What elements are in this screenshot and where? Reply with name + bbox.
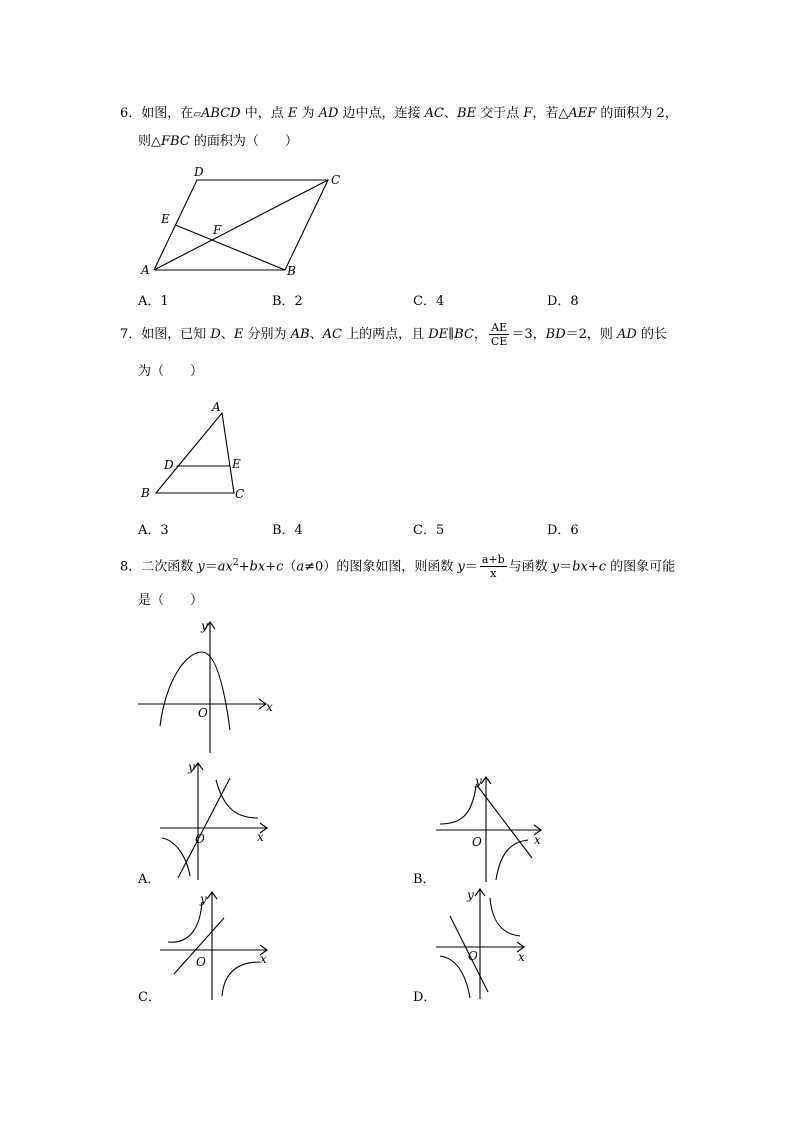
y-label: y bbox=[200, 892, 207, 906]
hyperbola-branch-q2 bbox=[440, 786, 476, 824]
line-graph bbox=[476, 784, 532, 858]
x-label: x bbox=[518, 950, 525, 964]
q7-option-a[interactable]: A．3 bbox=[138, 523, 169, 538]
label-c: C bbox=[235, 487, 245, 501]
q8-graph-d[interactable] bbox=[436, 886, 536, 1001]
origin-label: O bbox=[468, 949, 478, 963]
q6-option-b[interactable]: B．2 bbox=[272, 294, 303, 309]
q6-line1: 6．如图，在▱ABCD 中，点 E 为 AD 边中点，连接 AC、BE 交于点 F，若△AEF 的面积为 2， bbox=[120, 106, 678, 121]
hyperbola-branch-q1 bbox=[490, 898, 520, 936]
q6-option-d[interactable]: D．8 bbox=[547, 294, 579, 309]
origin-label: O bbox=[195, 832, 205, 846]
hyperbola-branch-q2 bbox=[168, 902, 202, 942]
label-c: C bbox=[331, 173, 341, 187]
q6-parallelogram-figure bbox=[138, 160, 358, 285]
q8-graph-c[interactable] bbox=[160, 890, 275, 1005]
hyperbola-branch-q3 bbox=[162, 838, 190, 876]
origin-label: O bbox=[196, 955, 206, 969]
q8-line1: 8．二次函数 $y=ax^2+bx+c(a\ne 0)$的图象如图，则函数 y＝ $\frac{a+b}{x}$ 与函数 y＝bx+c 的图象可能 bbox=[120, 553, 676, 581]
x-label: x bbox=[266, 700, 273, 714]
segment-be bbox=[176, 225, 286, 270]
q7-option-d[interactable]: D．6 bbox=[547, 523, 579, 538]
label-a: A bbox=[212, 400, 221, 414]
label-e: E bbox=[232, 457, 241, 471]
triangle-abc bbox=[156, 413, 234, 493]
q8-graph-a[interactable] bbox=[160, 758, 275, 883]
hyperbola-branch-q4 bbox=[222, 962, 260, 996]
label-b: B bbox=[141, 486, 150, 500]
q7-option-b[interactable]: B．4 bbox=[272, 523, 303, 538]
q8-option-c[interactable]: C． bbox=[138, 990, 161, 1005]
q7-option-c[interactable]: C．5 bbox=[413, 523, 445, 538]
origin-label: O bbox=[198, 706, 208, 720]
q8-option-a[interactable]: A． bbox=[138, 872, 161, 887]
x-label: x bbox=[260, 952, 267, 966]
diagonal-ac bbox=[154, 180, 328, 270]
q7-triangle-figure bbox=[138, 396, 258, 506]
fraction-a-plus-b-over-x: $\frac{a+b}{x}$ bbox=[481, 553, 505, 581]
q6-option-c[interactable]: C．4 bbox=[413, 294, 445, 309]
label-b: B bbox=[287, 264, 296, 278]
label-d: D bbox=[164, 458, 174, 472]
hyperbola-branch-q1 bbox=[216, 780, 258, 818]
q7-line2: 为（ ） bbox=[138, 364, 204, 379]
y-label: y bbox=[201, 619, 208, 633]
q8-graph-b[interactable] bbox=[436, 772, 551, 887]
label-e: E bbox=[161, 212, 170, 226]
parabola-curve bbox=[160, 652, 230, 730]
q8-option-d[interactable]: D． bbox=[413, 990, 437, 1005]
origin-label: O bbox=[472, 835, 482, 849]
label-d: D bbox=[194, 165, 204, 179]
q8-parabola-graph bbox=[138, 620, 278, 755]
label-a: A bbox=[141, 263, 150, 277]
q6-line2: 则△FBC 的面积为（ ） bbox=[138, 134, 298, 149]
x-label: x bbox=[257, 830, 264, 844]
fraction-ae-ce: $\frac{AE}{CE}$ bbox=[490, 321, 508, 348]
y-label: y bbox=[188, 760, 195, 774]
label-f: F bbox=[213, 223, 222, 237]
q7-line1: 7．如图，已知 D、E 分别为 AB、AC 上的两点，且 DE∥BC， $\frac{AE}{CE}$ ＝3，BD＝2，则 AD 的长 bbox=[120, 321, 667, 348]
q6-option-a[interactable]: A．1 bbox=[138, 294, 169, 309]
q8-line2: 是（ ） bbox=[138, 593, 204, 608]
y-label: y bbox=[467, 888, 474, 902]
y-label: y bbox=[475, 774, 482, 788]
x-label: x bbox=[534, 833, 541, 847]
hyperbola-branch-q3 bbox=[440, 956, 470, 998]
q8-option-b[interactable]: B． bbox=[413, 872, 436, 887]
